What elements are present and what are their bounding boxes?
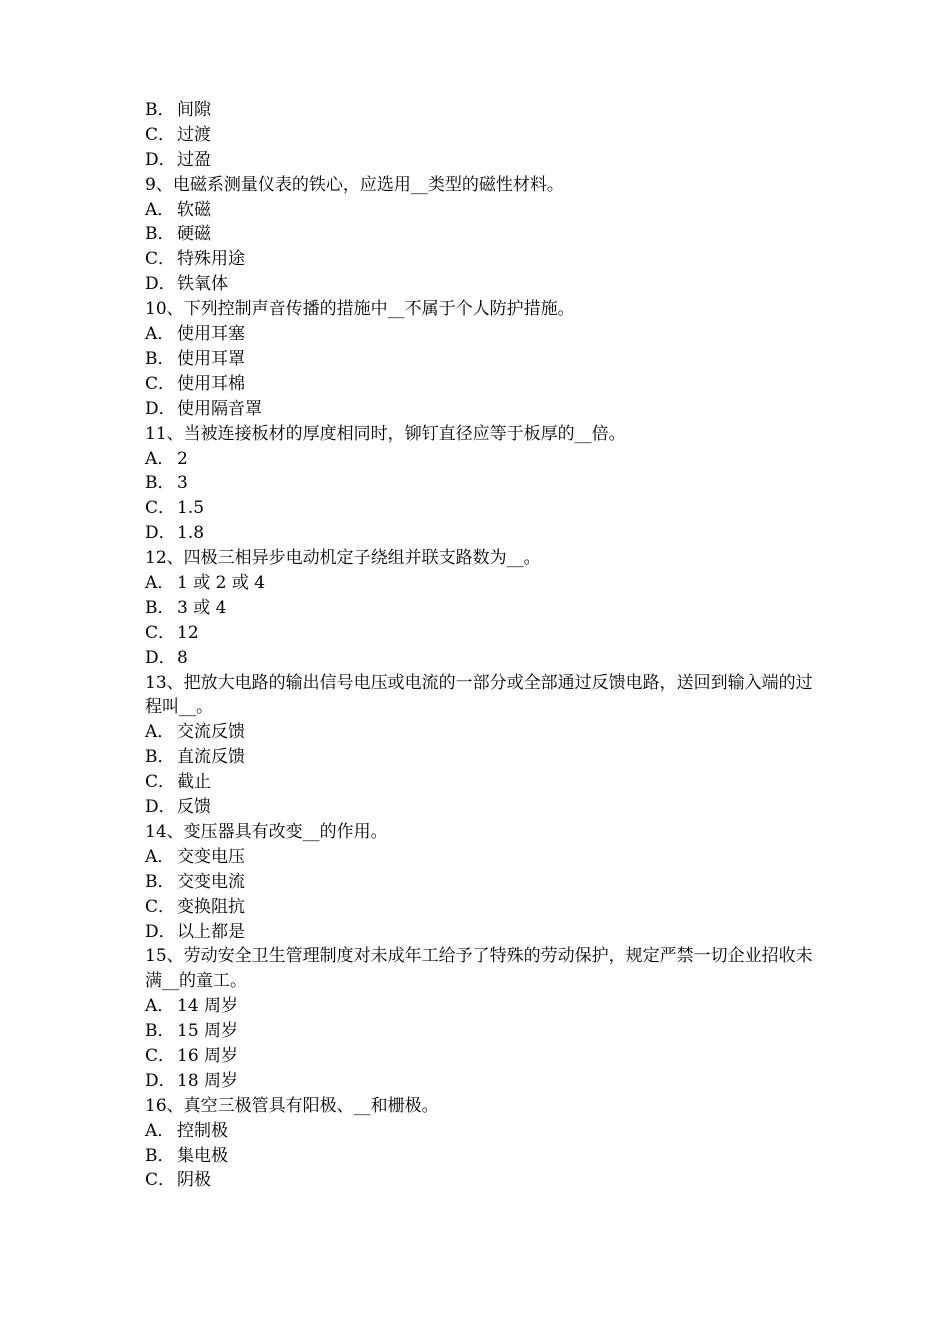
option-text: 12	[177, 622, 199, 643]
option-b	[145, 347, 815, 372]
option-letter: B．	[145, 348, 175, 369]
option-d	[145, 397, 815, 422]
option-letter: D．	[145, 921, 176, 942]
option-b	[145, 1144, 815, 1169]
option-letter: D．	[145, 647, 176, 668]
option-text: 间隙	[177, 100, 211, 120]
option-text: 使用耳罩	[177, 348, 245, 369]
option-text: 3 或 4	[177, 597, 227, 618]
document-page	[145, 98, 815, 1193]
option-a	[145, 845, 815, 870]
question-stem: 16、真空三极管具有阳极、__和栅极。	[145, 1095, 439, 1116]
option-c	[145, 1044, 815, 1069]
question-11	[145, 422, 815, 546]
option-text: 2	[177, 448, 188, 469]
option-c	[145, 496, 815, 521]
option-letter: C．	[145, 622, 176, 643]
question-stem: 12、四极三相异步电动机定子绕组并联支路数为__。	[145, 548, 541, 569]
option-letter: D．	[145, 1070, 176, 1091]
option-letter: D．	[145, 274, 176, 295]
option-text: 硬磁	[177, 224, 211, 245]
option-letter: B．	[145, 871, 175, 892]
option-letter: A．	[145, 996, 175, 1017]
option-letter: D．	[145, 523, 176, 544]
option-letter: D．	[145, 149, 176, 170]
leading-options	[145, 98, 815, 173]
question-14	[145, 820, 815, 944]
question-12	[145, 546, 815, 670]
option-letter: C．	[145, 1170, 176, 1191]
option-b	[145, 1019, 815, 1044]
option-a	[145, 198, 815, 223]
option-a	[145, 571, 815, 596]
question-stem: 15、劳动安全卫生管理制度对未成年工给予了特殊的劳动保护，规定严禁一切企业招收未满__的童工。	[145, 946, 813, 992]
option-text: 反馈	[177, 797, 211, 818]
option-text: 软磁	[177, 199, 211, 220]
option-d	[145, 521, 815, 546]
option-c	[145, 1168, 815, 1193]
option-text: 交流反馈	[177, 722, 245, 743]
option-a	[145, 994, 815, 1019]
option-b	[145, 596, 815, 621]
option-text: 变换阻抗	[177, 896, 245, 917]
option-letter: A．	[145, 572, 175, 593]
option-letter: C．	[145, 1045, 176, 1066]
question-13	[145, 671, 815, 820]
option-letter: B．	[145, 597, 175, 618]
option-text: 8	[177, 647, 188, 668]
option-d	[145, 646, 815, 671]
question-stem: 10、下列控制声音传播的措施中__不属于个人防护措施。	[145, 299, 575, 320]
option-letter: B．	[145, 1021, 175, 1042]
option-text: 1.5	[177, 498, 205, 519]
option-d	[145, 1069, 815, 1094]
option-letter: B．	[145, 747, 175, 768]
option-letter: C．	[145, 498, 176, 519]
option-b	[145, 471, 815, 496]
option-text: 14 周岁	[177, 996, 239, 1017]
option-letter: C．	[145, 896, 176, 917]
option-text: 集电极	[177, 1145, 228, 1166]
option-letter: B．	[145, 473, 175, 494]
option-text: 1 或 2 或 4	[177, 572, 266, 593]
option-a	[145, 720, 815, 745]
option-letter: C．	[145, 373, 176, 394]
option-c	[145, 621, 815, 646]
option-text: 过渡	[177, 124, 211, 145]
option-b	[145, 98, 815, 123]
option-b	[145, 222, 815, 247]
option-letter: D．	[145, 398, 176, 419]
option-d	[145, 795, 815, 820]
option-letter: A．	[145, 199, 175, 220]
option-text: 过盈	[177, 149, 211, 170]
option-b	[145, 870, 815, 895]
option-text: 3	[177, 473, 188, 494]
option-c	[145, 247, 815, 272]
question-16	[145, 1094, 815, 1194]
option-text: 铁氧体	[177, 274, 228, 295]
option-letter: C．	[145, 124, 176, 145]
option-text: 使用隔音罩	[177, 398, 262, 419]
option-c	[145, 123, 815, 148]
option-letter: A．	[145, 448, 175, 469]
option-a	[145, 1119, 815, 1144]
option-c	[145, 770, 815, 795]
option-d	[145, 272, 815, 297]
option-text: 直流反馈	[177, 747, 245, 768]
option-letter: A．	[145, 1120, 175, 1141]
option-text: 阴极	[177, 1170, 211, 1191]
option-letter: C．	[145, 249, 176, 270]
option-d	[145, 920, 815, 945]
option-b	[145, 745, 815, 770]
option-letter: A．	[145, 722, 175, 743]
option-text: 特殊用途	[177, 249, 245, 270]
option-text: 以上都是	[177, 921, 245, 942]
option-letter: A．	[145, 324, 175, 345]
option-c	[145, 895, 815, 920]
option-text: 使用耳塞	[177, 324, 245, 345]
question-stem: 13、把放大电路的输出信号电压或电流的一部分或全部通过反馈电路，送回到输入端的过程叫__。	[145, 672, 813, 718]
option-text: 18 周岁	[177, 1070, 239, 1091]
option-text: 1.8	[177, 523, 205, 544]
option-text: 15 周岁	[177, 1021, 239, 1042]
option-c	[145, 372, 815, 397]
option-a	[145, 322, 815, 347]
option-letter: A．	[145, 846, 175, 867]
option-text: 交变电流	[177, 871, 245, 892]
option-letter: B．	[145, 1145, 175, 1166]
option-text: 使用耳棉	[177, 373, 245, 394]
option-text: 控制极	[177, 1120, 228, 1141]
question-stem: 9、电磁系测量仪表的铁心，应选用__类型的磁性材料。	[145, 174, 564, 195]
option-letter: B．	[145, 224, 175, 245]
question-10	[145, 297, 815, 421]
option-letter: D．	[145, 797, 176, 818]
question-stem: 11、当被连接板材的厚度相同时，铆钉直径应等于板厚的__倍。	[145, 423, 626, 444]
option-text: 截止	[177, 772, 211, 793]
option-letter: C．	[145, 772, 176, 793]
question-stem: 14、变压器具有改变__的作用。	[145, 821, 388, 842]
question-9	[145, 173, 815, 297]
option-text: 交变电压	[177, 846, 245, 867]
question-15	[145, 944, 815, 1093]
option-text: 16 周岁	[177, 1045, 239, 1066]
option-d	[145, 148, 815, 173]
option-a	[145, 447, 815, 472]
option-letter: B．	[145, 100, 175, 120]
